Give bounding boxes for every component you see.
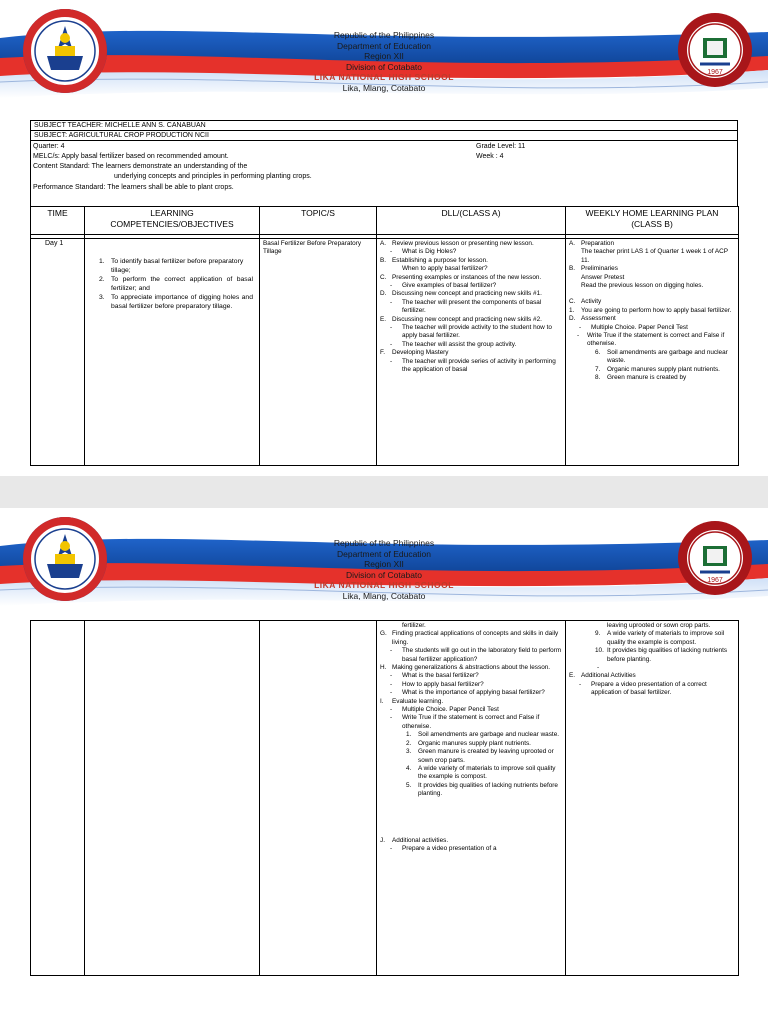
letterhead	[0, 0, 768, 112]
whlp-text: Read the previous lesson on digging holes.	[581, 282, 704, 290]
dll-item-f: F. Developing Mastery	[380, 349, 449, 357]
dll-sub: - Give examples of basal fertilizer?	[390, 282, 497, 290]
whlp-item-a: A. Preparation	[569, 240, 615, 247]
teacher-row: SUBJECT TEACHER: MICHELLE ANN S. CANABUAN	[30, 120, 738, 130]
whlp-question: 6. Soil amendments are garbage and nuclear waste.	[595, 348, 728, 365]
topic-cell	[260, 621, 377, 976]
whlp-text: The teacher print LAS 1 of Quarter 1 week 1 of ACP 11.	[581, 248, 728, 264]
deped-seal-logo	[22, 516, 108, 602]
dll-question: 4. A wide variety of materials to improve soil quality the example is compost.	[406, 764, 556, 781]
dll-sub: - The students will go out in the laboratory field to perform basal fertilizer application?	[390, 647, 562, 663]
day-cell: Day 1	[31, 239, 85, 466]
whlp-cell	[566, 239, 739, 466]
dll-item-d: D. Discussing new concept and practicing new skills #1.	[380, 290, 542, 298]
letterhead-text	[234, 538, 534, 601]
lesson-table-page-1	[30, 206, 739, 466]
whlp-text: leaving uprooted or sown crop parts.	[607, 622, 711, 629]
objectives-cell	[85, 239, 260, 466]
letterhead-text	[234, 30, 534, 93]
division-line: Division of Cotabato	[345, 61, 423, 72]
republic-line: Republic of the Philippines	[333, 30, 435, 40]
whlp-sub: - Write True if the statement is correct and False if otherwise.	[577, 332, 725, 348]
objective-item: 3. To appreciate importance of digging holes and basal fertilizer before preparatory tillage.	[99, 294, 253, 310]
table-header-row	[31, 207, 739, 235]
content-standard-line2: underlying concepts and principles in performing planting crops.	[114, 173, 312, 180]
dll-question: 1. Soil amendments are garbage and nuclear waste.	[406, 731, 560, 739]
lesson-table-page-2	[30, 620, 739, 976]
whlp-sub: - Multiple Choice. Paper Pencil Test	[579, 323, 688, 331]
dll-sub: - The teacher will provide series of activity in performing the application of basal	[390, 357, 556, 374]
dll-item-g: G. Finding practical applications of concepts and skills in daily living.	[380, 630, 559, 646]
school-name: LIKA NATIONAL HIGH SCHOOL	[314, 72, 454, 82]
dll-cell	[377, 621, 566, 976]
page-gap	[0, 476, 768, 508]
performance-standard: Performance Standard: The learners shall be able to plant crops.	[33, 184, 234, 191]
table-row-day1	[31, 239, 739, 466]
dll-item-i: I. Evaluate learning.	[380, 697, 444, 705]
lesson-plan-document	[30, 120, 738, 466]
whlp-item-d: D. Assessment	[569, 315, 616, 323]
dll-item-j: J. Additional activities.	[380, 836, 449, 844]
school-address: Lika, Mlang, Cotabato	[342, 82, 426, 93]
republic-line: Republic of the Philippines	[333, 538, 435, 548]
dll-item-c: C. Presenting examples or instances of the new lesson.	[380, 273, 542, 281]
quarter-label: Quarter: 4	[33, 143, 65, 150]
dll-sub: - Write True if the statement is correct and False if otherwise.	[390, 714, 540, 730]
week-label: Week : 4	[476, 153, 504, 160]
page-2	[0, 508, 768, 1024]
subject-row: SUBJECT: AGRICULTURAL CROP PRODUCTION NCII	[30, 130, 738, 140]
dll-sub: - The teacher will assist the group activity.	[390, 340, 517, 348]
dll-item-e: E. Discussing new concept and practicing new skills #2.	[380, 315, 542, 323]
dll-sub: - What is Dig Holes?	[390, 248, 457, 256]
division-line: Division of Cotabato	[345, 569, 423, 580]
whlp-cell	[566, 621, 739, 976]
header-dll: DLL/(CLASS A)	[377, 207, 566, 235]
dll-question: 3. Green manure is created by leaving uprooted or sown crop parts.	[406, 748, 554, 764]
header-competencies: LEARNING COMPETENCIES/OBJECTIVES	[85, 207, 260, 235]
whlp-dash: -	[597, 664, 600, 672]
dll-question: 2. Organic manures supply plant nutrients.	[406, 739, 531, 747]
objective-item: 1. To identify basal fertilizer before preparatory tillage;	[99, 258, 244, 274]
whlp-question: 7. Organic manures supply plant nutrients.	[595, 365, 720, 373]
school-seal-logo	[676, 8, 754, 92]
melc-label: MELC/s: Apply basal fertilizer based on recommended amount.	[33, 153, 229, 160]
deped-seal-logo	[22, 8, 108, 94]
dll-sub: - What is the importance of applying basal fertilizer?	[390, 689, 545, 697]
dll-sub: - How to apply basal fertilizer?	[390, 680, 484, 688]
school-name: LIKA NATIONAL HIGH SCHOOL	[314, 580, 454, 590]
whlp-sub: - Prepare a video presentation of a correct application of basal fertilizer.	[579, 680, 707, 697]
department-line: Department of Education	[336, 548, 432, 559]
region-line: Region XII	[364, 51, 404, 61]
page-1	[0, 0, 768, 476]
dll-text: fertilizer.	[402, 622, 426, 629]
dll-sub: - Prepare a video presentation of a	[390, 844, 497, 852]
dll-sub: When to apply basal fertilizer?	[402, 265, 488, 273]
dll-question: 5. It provides big qualities of lacking nutrients before planting.	[406, 781, 558, 798]
dll-item-h: H. Making generalizations & abstractions about the lesson.	[380, 664, 551, 672]
day-cell	[31, 621, 85, 976]
school-seal-year: 1967	[707, 577, 723, 584]
content-standard-line1: Content Standard: The learners demonstrate an understanding of the	[33, 163, 248, 170]
header-topics: TOPIC/S	[260, 207, 377, 235]
objectives-cell	[85, 621, 260, 976]
dll-sub: - What is the basal fertilizer?	[390, 672, 479, 680]
letterhead	[0, 508, 768, 620]
objective-item: 2. To perform the correct application of basal fertilizer; and	[99, 276, 253, 292]
whlp-item-b: B. Preliminaries	[569, 265, 618, 273]
header-time: TIME	[31, 207, 85, 235]
dll-item-a: A. Review previous lesson or presenting new lesson.	[380, 240, 534, 247]
dll-item-b: B. Establishing a purpose for lesson.	[380, 256, 488, 264]
whlp-question: 8. Green manure is created by	[595, 374, 687, 382]
whlp-item-e: E. Additional Activities	[569, 672, 636, 680]
school-address: Lika, Mlang, Cotabato	[342, 590, 426, 601]
whlp-item-c1: 1. You are going to perform how to apply basal fertilizer.	[569, 306, 732, 314]
whlp-item-c: C. Activity	[569, 298, 602, 306]
school-seal-logo	[676, 516, 754, 600]
dll-sub: - Multiple Choice. Paper Pencil Test	[390, 706, 499, 714]
whlp-question: 9. A wide variety of materials to improve soil quality the example is compost.	[595, 630, 725, 646]
school-seal-year: 1967	[707, 69, 723, 76]
whlp-question: 10. It provides big qualities of lacking nutrients before planting.	[595, 647, 728, 663]
topic-cell: Basal Fertilizer Before Preparatory Tillage	[260, 239, 377, 466]
dll-sub: - The teacher will present the components of basal fertilizer.	[390, 298, 542, 315]
table-row-continued	[31, 621, 739, 976]
grade-level-label: Grade Level: 11	[476, 143, 526, 150]
dll-cell	[377, 239, 566, 466]
department-line: Department of Education	[336, 40, 432, 51]
whlp-text: Answer Pretest	[581, 273, 625, 281]
header-whlp: WEEKLY HOME LEARNING PLAN (CLASS B)	[566, 207, 739, 235]
region-line: Region XII	[364, 559, 404, 569]
dll-sub: - The teacher will provide activity to the student how to apply basal fertilizer.	[390, 324, 552, 340]
